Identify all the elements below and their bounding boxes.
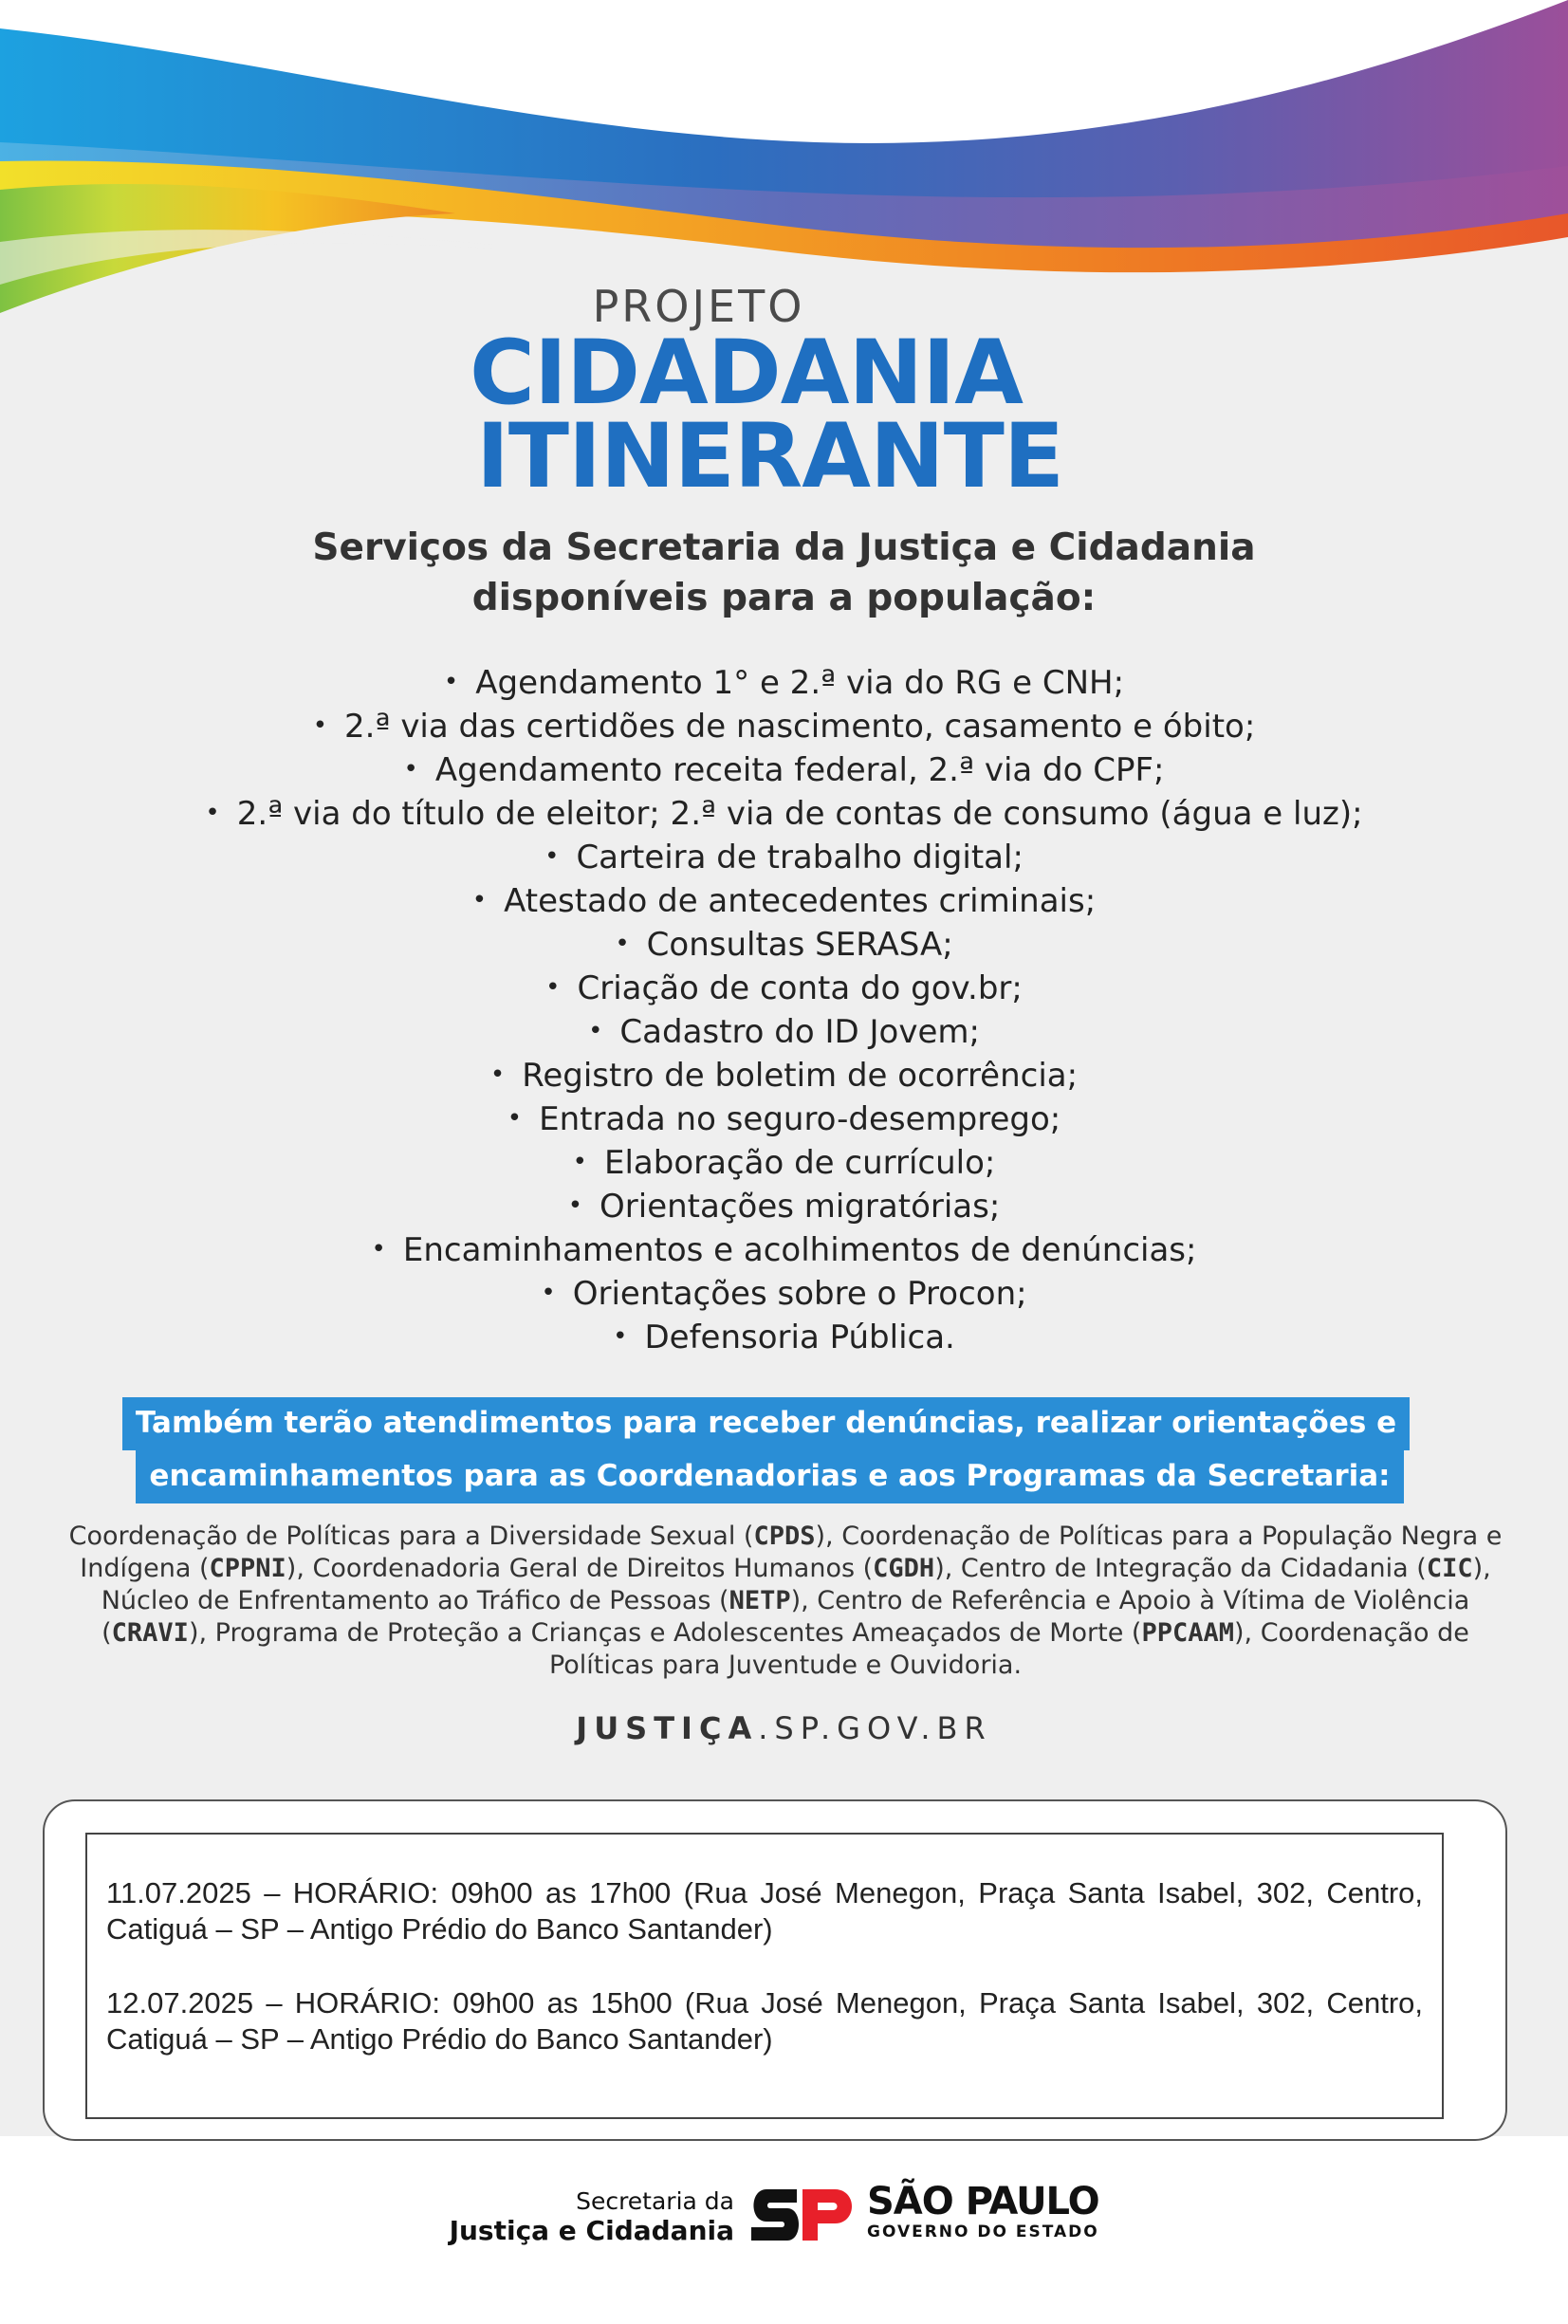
schedule-entry: 12.07.2025 – HORÁRIO: 09h00 as 15h00 (Rua José Menegon, Praça Santa Isabel, 302, Centro, Catiguá – SP – Antigo Prédio do Banco Santander) — [106, 1986, 1423, 2056]
services-heading-line2: disponíveis para a população: — [471, 577, 1097, 619]
service-item: • Orientações sobre o Procon; — [0, 1271, 1568, 1315]
service-item: • Encaminhamentos e acolhimentos de denúncias; — [0, 1227, 1568, 1271]
sao-paulo-logo-text: SÃO PAULO GOVERNO DO ESTADO — [867, 2180, 1099, 2241]
acronym: CPPNI — [209, 1554, 286, 1583]
service-item: • 2.ª via do título de eleitor; 2.ª via de contas de consumo (água e luz); — [0, 791, 1568, 835]
highlight-line2: encaminhamentos para as Coordenadorias e aos Programas da Secretaria: — [136, 1450, 1403, 1503]
service-item: • 2.ª via das certidões de nascimento, casamento e óbito; — [0, 704, 1568, 747]
acronym: CRAVI — [111, 1618, 189, 1648]
title-itinerante: ITINERANTE — [475, 405, 1064, 508]
bullet-icon: • — [489, 1061, 506, 1089]
service-item: • Consultas SERASA; — [0, 922, 1568, 966]
header-color-waves — [0, 0, 1568, 323]
service-item: • Orientações migratórias; — [0, 1184, 1568, 1227]
bullet-icon: • — [572, 1148, 587, 1176]
bullet-icon: • — [443, 668, 459, 696]
bullet-icon: • — [545, 973, 561, 1002]
coordinations-paragraph: Coordenação de Políticas para a Diversidade Sexual (CPDS), Coordenação de Políticas para a População Negra e Indígena (CPPNI), Coordenadoria Geral de Direitos Humanos (CGDH), Centro de Integração da Cidadania (CIC), Núcleo de Enfrentamento ao Tráfico de Pessoas (NETP), Centro de Referência e Apoio à Vítima de Violência (CRAVI), Programa de Proteção a Crianças e Adolescentes Ameaçados de Morte (PPCAAM), Coordenação de Políticas para Juventude e Ouvidoria. — [68, 1522, 1503, 1680]
acronym: PPCAAM — [1141, 1618, 1234, 1648]
highlight-line1: Também terão atendimentos para receber denúncias, realizar orientações e — [122, 1397, 1410, 1450]
service-item: • Defensoria Pública. — [0, 1315, 1568, 1358]
acronym: NETP — [729, 1586, 791, 1615]
service-item: • Entrada no seguro-desemprego; — [0, 1097, 1568, 1140]
bullet-icon: • — [471, 886, 488, 914]
bullet-icon: • — [541, 1279, 556, 1307]
service-item: • Atestado de antecedentes criminais; — [0, 878, 1568, 922]
bullet-icon: • — [588, 1017, 603, 1045]
bullet-icon: • — [615, 930, 630, 958]
secretaria-logo-text: Secretaria da Justiça e Cidadania — [449, 2187, 734, 2246]
bullet-icon: • — [567, 1191, 583, 1220]
bullet-icon: • — [371, 1235, 386, 1263]
schedule-entry: 11.07.2025 – HORÁRIO: 09h00 as 17h00 (Rua José Menegon, Praça Santa Isabel, 302, Centro, Catiguá – SP – Antigo Prédio do Banco Santander) — [106, 1876, 1423, 1946]
footer-logos — [0, 2172, 1568, 2258]
service-item: • Elaboração de currículo; — [0, 1140, 1568, 1184]
project-title — [0, 281, 1568, 508]
service-item: • Cadastro do ID Jovem; — [0, 1009, 1568, 1053]
service-item: • Carteira de trabalho digital; — [0, 835, 1568, 878]
bullet-icon: • — [205, 799, 220, 827]
bullet-icon: • — [613, 1322, 628, 1351]
service-item: • Agendamento receita federal, 2.ª via do CPF; — [0, 747, 1568, 791]
services-heading — [0, 523, 1568, 623]
services-list — [0, 660, 1568, 1358]
sp-logo-icon — [747, 2186, 858, 2244]
service-item: • Criação de conta do gov.br; — [0, 966, 1568, 1009]
service-item: • Registro de boletim de ocorrência; — [0, 1053, 1568, 1097]
acronym: CPDS — [753, 1522, 816, 1551]
website-url[interactable]: JUSTIÇA.SP.GOV.BR — [576, 1710, 992, 1746]
acronym: CGDH — [873, 1554, 935, 1583]
highlight-banner — [0, 1397, 1568, 1503]
title-projeto: PROJETO — [592, 281, 805, 332]
acronym: CIC — [1426, 1554, 1473, 1583]
services-heading-line1: Serviços da Secretaria da Justiça e Cidadania — [312, 526, 1256, 569]
bullet-icon: • — [544, 842, 560, 871]
bullet-icon: • — [312, 711, 328, 740]
bullet-icon: • — [403, 755, 418, 784]
bullet-icon: • — [507, 1104, 523, 1133]
service-item: • Agendamento 1° e 2.ª via do RG e CNH; — [0, 660, 1568, 704]
title-cidadania: CIDADANIA — [470, 322, 1023, 425]
